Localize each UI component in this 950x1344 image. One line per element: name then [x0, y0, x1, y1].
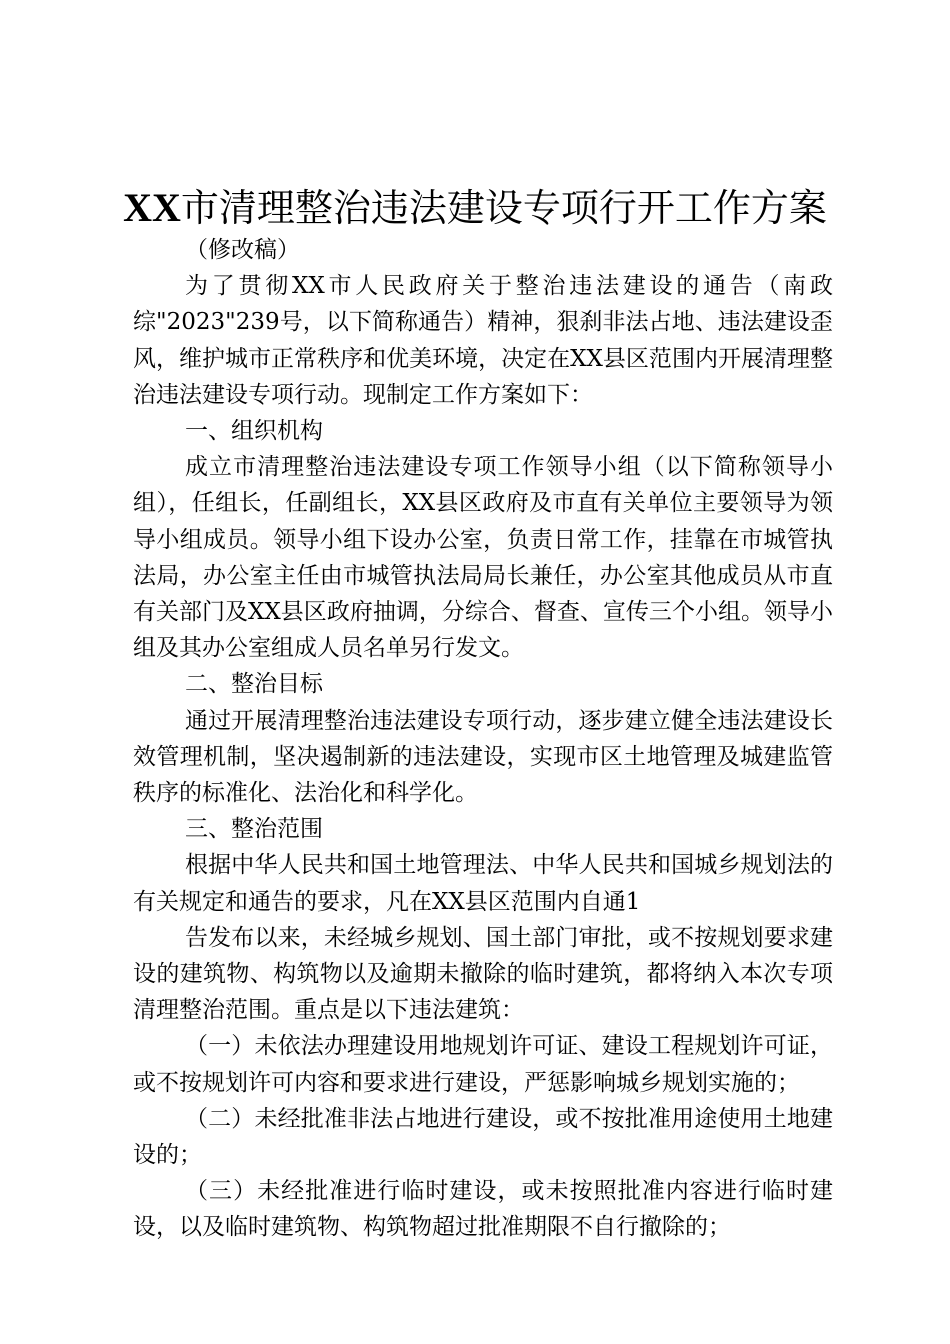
section-heading-1: 一、组织机构 [185, 418, 323, 445]
document-title [0, 182, 950, 234]
list-item-1: （一）未依法办理建设用地规划许可证、建设工程规划许可证，或不按规划许可内容和要求进行建设，严惩影响城乡规划实施的； [133, 1033, 833, 1096]
section-heading-2: 二、整治目标 [185, 671, 323, 698]
document-body [133, 232, 833, 1246]
list-item-3: （三）未经批准进行临时建设，或未按照批准内容进行临时建设，以及临时建筑物、构筑物超过批准期限不自行撤除的； [133, 1178, 833, 1241]
subtitle: （修改稿） [185, 237, 300, 263]
paragraph-goals: 通过开展清理整治违法建设专项行动，逐步建立健全违法建设长效管理机制，坚决遏制新的违法建设，实现市区土地管理及城建监管秩序的标准化、法治化和科学化。 [133, 707, 833, 807]
paragraph-scope: 根据中华人民共和国土地管理法、中华人民共和国城乡规划法的有关规定和通告的要求，凡在XX县区范围内自通1 [133, 852, 833, 915]
title-text: 市清理整治违法建设专项行开工作方案 [180, 186, 827, 230]
paragraph-scope-continued: 告发布以来，未经城乡规划、国土部门审批，或不按规划要求建设的建筑物、构筑物以及逾期未撤除的临时建筑，都将纳入本次专项清理整治范围。重点是以下违法建筑： [133, 924, 833, 1024]
paragraph-intro: 为了贯彻XX市人民政府关于整治违法建设的通告（南政综"2023"239号，以下简称通告）精神，狠刹非法占地、违法建设歪风，维护城市正常秩序和优美环境，决定在XX县区范围内开展清理整治违法建设专项行动。现制定工作方案如下： [133, 273, 833, 408]
section-heading-3: 三、整治范围 [185, 816, 323, 843]
paragraph-organization: 成立市清理整治违法建设专项工作领导小组（以下简称领导小组），任组长，任副组长，XX县区政府及市直有关单位主要领导为领导小组成员。领导小组下设办公室，负责日常工作，挂靠在市城管执法局，办公室主任由市城管执法局局长兼任，办公室其他成员从市直有关部门及XX县区政府抽调，分综合、督查、宣传三个小组。领导小组及其办公室组成人员名单另行发文。 [133, 454, 833, 662]
list-item-2: （二）未经批准非法占地进行建设，或不按批准用途使用土地建设的； [133, 1105, 833, 1169]
title-prefix: XX [123, 185, 181, 230]
